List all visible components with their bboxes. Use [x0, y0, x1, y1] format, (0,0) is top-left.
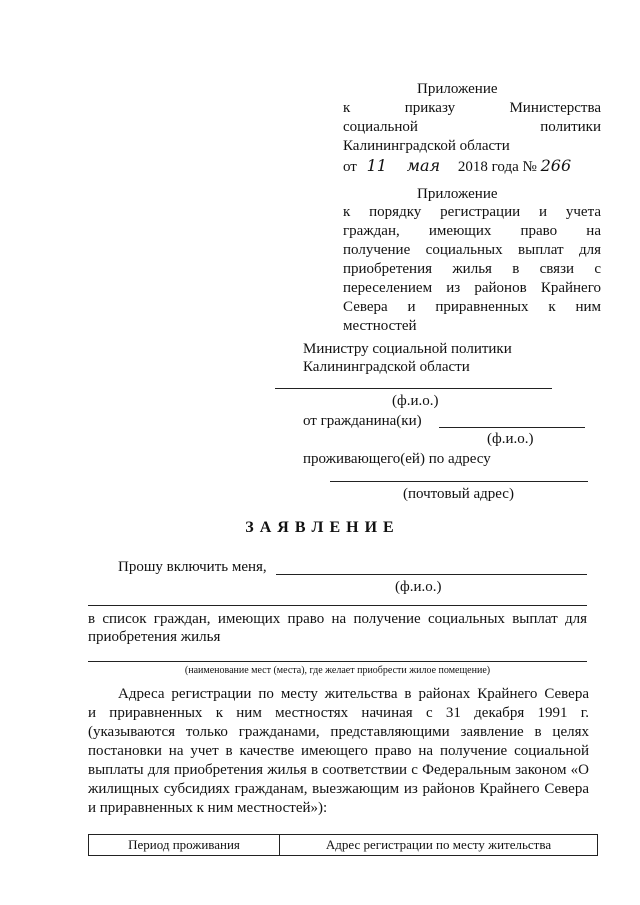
list-line-1: в список граждан, имеющих право на получение социальных выплат для [88, 611, 587, 627]
appendix-title-2: Приложение [417, 186, 498, 202]
desc-line: переселением из районов Крайнего [343, 280, 601, 296]
list-line-2: приобретения жилья [88, 629, 221, 645]
date-prefix: от [343, 159, 357, 175]
applicant-fio-line-2 [88, 605, 587, 606]
desc-line: приобретения жилья в связи с [343, 261, 601, 277]
word-policy: политики [540, 119, 601, 135]
handwritten-month: мая [406, 156, 441, 175]
word-ministry: Министерства [509, 100, 602, 116]
para-line: (указываются только гражданами, представляющими заявление в целях [88, 724, 589, 740]
appendix-title-1: Приложение [417, 81, 498, 97]
desc-line: к порядку регистрации и учета [343, 204, 601, 220]
para-line: и приравненных к ним местностей»): [88, 800, 328, 816]
para-line: постановки на учет в качестве имеющего право на получение социальной [88, 743, 589, 759]
official-fio-label: (ф.и.о.) [392, 393, 439, 409]
address-paragraph [88, 685, 589, 818]
desc-line: Севера и приравненных к ним [343, 299, 601, 315]
appendix-desc [343, 203, 601, 336]
para-line: Адреса регистрации по месту жительства в районах Крайнего Севера [118, 686, 589, 702]
official-fio-line [275, 388, 552, 389]
place-line [88, 661, 587, 662]
para-line: жилищных субсидиях гражданам, выезжающим из районов Крайнего Севера [88, 781, 589, 797]
order-date-line [343, 156, 571, 177]
date-year: 2018 года № [457, 159, 537, 175]
request-prefix: Прошу включить меня, [118, 559, 267, 575]
citizen-fio-label: (ф.и.о.) [487, 431, 534, 447]
order-line-3: Калининградской области [343, 138, 510, 154]
applicant-fio-line [276, 574, 587, 575]
place-note: (наименование мест (места), где желает приобрести жилое помещение) [184, 665, 491, 676]
para-line: выплаты для приобретения жилья в соответствии с Федеральным законом «О [88, 762, 589, 778]
handwritten-number: 266 [540, 156, 572, 175]
document-title: З А Я В Л Е Н И Е [245, 519, 395, 536]
citizen-fio-line [439, 427, 585, 428]
postal-address-line [330, 481, 588, 482]
desc-line: получение социальных выплат для [343, 242, 601, 258]
desc-line: граждан, имеющих право на [343, 223, 601, 239]
residence-table [88, 834, 598, 856]
desc-line: местностей [343, 318, 417, 334]
order-line-2 [343, 118, 601, 137]
word-k: к [343, 100, 351, 116]
addressee-line-1: Министру социальной политики [303, 341, 512, 357]
addressee-line-2: Калининградской области [303, 359, 470, 375]
word-prikazu: приказу [404, 100, 456, 116]
order-line-1 [343, 99, 601, 118]
table-header-row [89, 835, 598, 856]
residing-label: проживающего(ей) по адресу [303, 451, 491, 467]
header-period: Период проживания [89, 835, 280, 856]
para-line: и приравненных к ним местностях начиная с 31 декабря 1991 г. [88, 705, 589, 721]
handwritten-day: 11 [366, 156, 387, 175]
applicant-fio-label: (ф.и.о.) [395, 579, 442, 595]
header-address: Адрес регистрации по месту жительства [280, 835, 598, 856]
postal-address-label: (почтовый адрес) [403, 486, 514, 502]
word-social: социальной [343, 119, 418, 135]
from-citizen-label: от гражданина(ки) [303, 413, 422, 429]
